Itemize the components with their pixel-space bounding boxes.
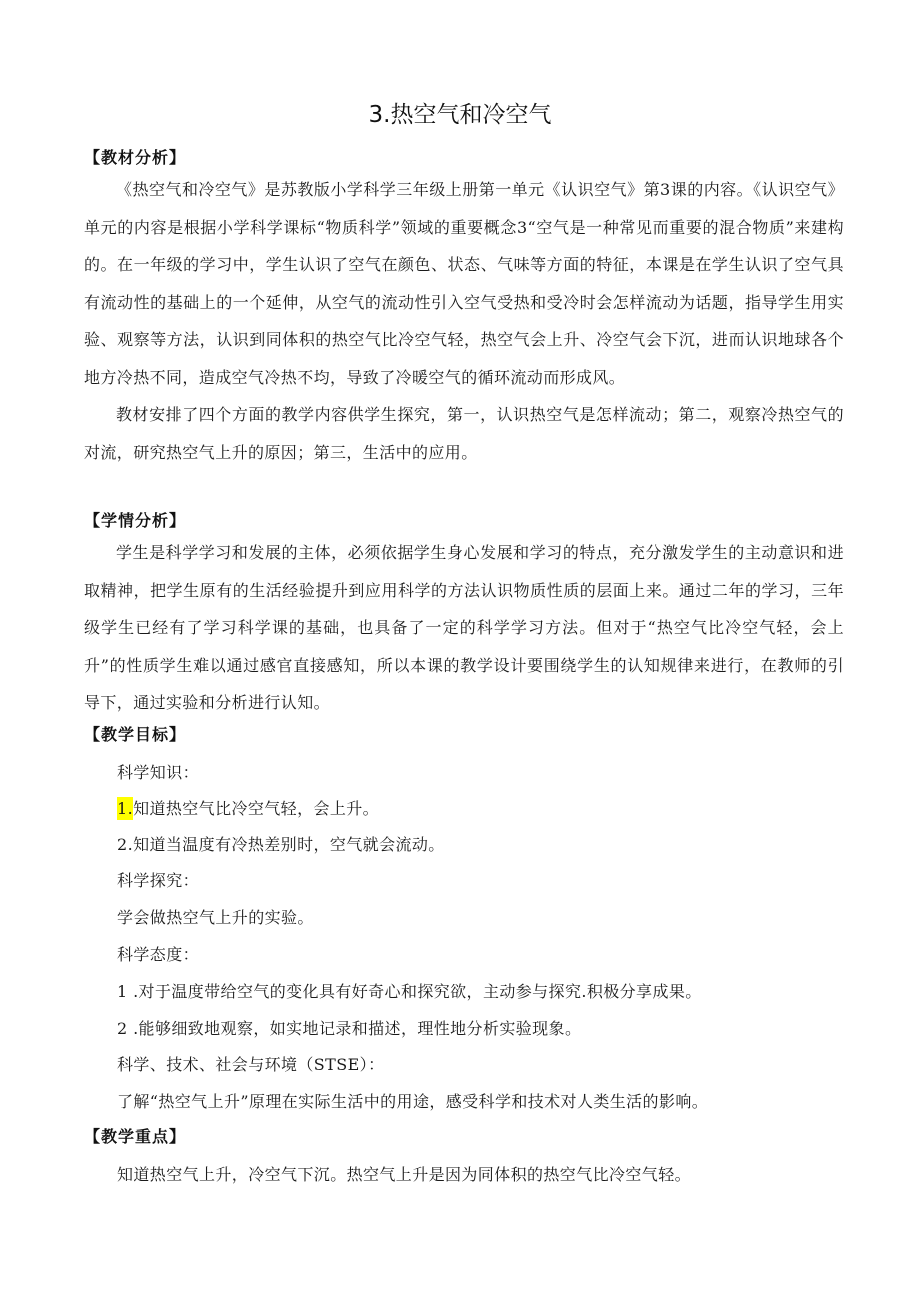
attitude-item-2: 2 .能够细致地观察，如实地记录和描述，理性地分析实验现象。 — [117, 1019, 582, 1038]
attitude-label: 科学态度： — [117, 945, 200, 964]
material-analysis-paragraph-1: 《热空气和冷空气》是苏教版小学科学三年级上册第一单元《认识空气》第3课的内容。《认识空气》单元的内容是根据小学科学课标“物质科学”领域的重要概念3“空气是一种常见而重要的混合物质”来建构的。在一年级的学习中，学生认识了空气在颜色、状态、气味等方面的特征，本课是在学生认识了空气具有流动性的基础上的一个延伸，从空气的流动性引入空气受热和受冷时会怎样流动为话题，指导学生用实验、观察等方法，认识到同体积的热空气比冷空气轻，热空气会上升、冷空气会下沉，进而认识地球各个地方冷热不同，造成空气冷热不均，导致了冷暖空气的循环流动而形成风。 — [84, 180, 844, 387]
highlight-number: 1. — [117, 799, 134, 818]
heading-student-analysis: 【学情分析】 — [84, 511, 187, 530]
knowledge-item-2: 2.知道当温度有冷热差别时，空气就会流动。 — [117, 835, 445, 854]
student-analysis-body — [84, 534, 844, 722]
key-points-text: 知道热空气上升，冷空气下沉。热空气上升是因为同体积的热空气比冷空气轻。 — [117, 1165, 692, 1184]
heading-teaching-goals: 【教学目标】 — [84, 725, 187, 744]
heading-key-points: 【教学重点】 — [84, 1127, 187, 1146]
document-title: 3.热空气和冷空气 — [368, 102, 552, 128]
material-analysis-body — [84, 171, 844, 471]
stse-item: 了解“热空气上升”原理在实际生活中的用途，感受科学和技术对人类生活的影响。 — [117, 1092, 709, 1111]
material-analysis-paragraph-2: 教材安排了四个方面的教学内容供学生探究，第一，认识热空气是怎样流动；第二，观察冷热空气的对流，研究热空气上升的原因；第三，生活中的应用。 — [84, 405, 844, 462]
student-analysis-paragraph: 学生是科学学习和发展的主体，必须依据学生身心发展和学习的特点，充分激发学生的主动意识和进取精神，把学生原有的生活经验提升到应用科学的方法认识物质性质的层面上来。通过二年的学习，三年级学生已经有了学习科学课的基础，也具备了一定的科学学习方法。但对于“热空气比冷空气轻，会上升”的性质学生难以通过感官直接感知，所以本课的教学设计要围绕学生的认知规律来进行，在教师的引导下，通过实验和分析进行认知。 — [84, 543, 844, 712]
heading-material-analysis: 【教材分析】 — [84, 148, 187, 167]
inquiry-label: 科学探究： — [117, 871, 200, 890]
knowledge-item-1 — [117, 797, 837, 821]
knowledge-label: 科学知识： — [117, 763, 200, 782]
inquiry-item: 学会做热空气上升的实验。 — [117, 908, 314, 927]
stse-label: 科学、技术、社会与环境（STSE）： — [117, 1055, 385, 1074]
knowledge-item-1-text: 知道热空气比冷空气轻，会上升。 — [133, 799, 380, 818]
attitude-item-1: 1 .对于温度带给空气的变化具有好奇心和探究欲，主动参与探究.积极分享成果。 — [117, 982, 702, 1001]
